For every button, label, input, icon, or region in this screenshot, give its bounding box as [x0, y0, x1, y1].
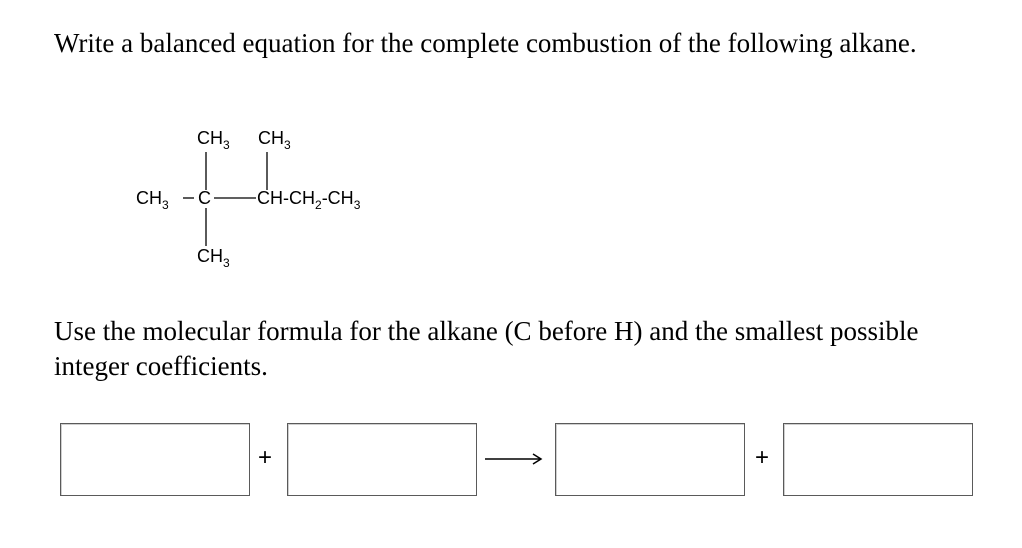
plus-sign-products: + [755, 444, 770, 471]
product-1-input[interactable] [555, 423, 745, 496]
reaction-arrow-icon [485, 452, 545, 466]
structure-left-ch3: $CH_3$ [136, 188, 169, 212]
structure-top-right-ch3: $CH_3$ [258, 128, 291, 152]
instructions-text: Use the molecular formula for the alkane (C before H) and the smallest possible integer coefficients. [54, 316, 919, 381]
reactant-1-input[interactable] [60, 423, 250, 496]
structure-bottom-ch3: $CH_3$ [197, 246, 230, 270]
alkane-structure [130, 120, 420, 280]
reactant-2-input[interactable] [287, 423, 477, 496]
structure-quaternary-carbon: C [198, 188, 211, 208]
plus-sign-reactants: + [258, 444, 273, 471]
structure-right-chain: $CH-CH_2-CH_3$ [257, 188, 361, 212]
question-prompt: Write a balanced equation for the complete combustion of the following alkane. [54, 28, 917, 58]
product-2-input[interactable] [783, 423, 973, 496]
structure-top-left-ch3: $CH_3$ [197, 128, 230, 152]
structure-drawing [130, 120, 420, 280]
